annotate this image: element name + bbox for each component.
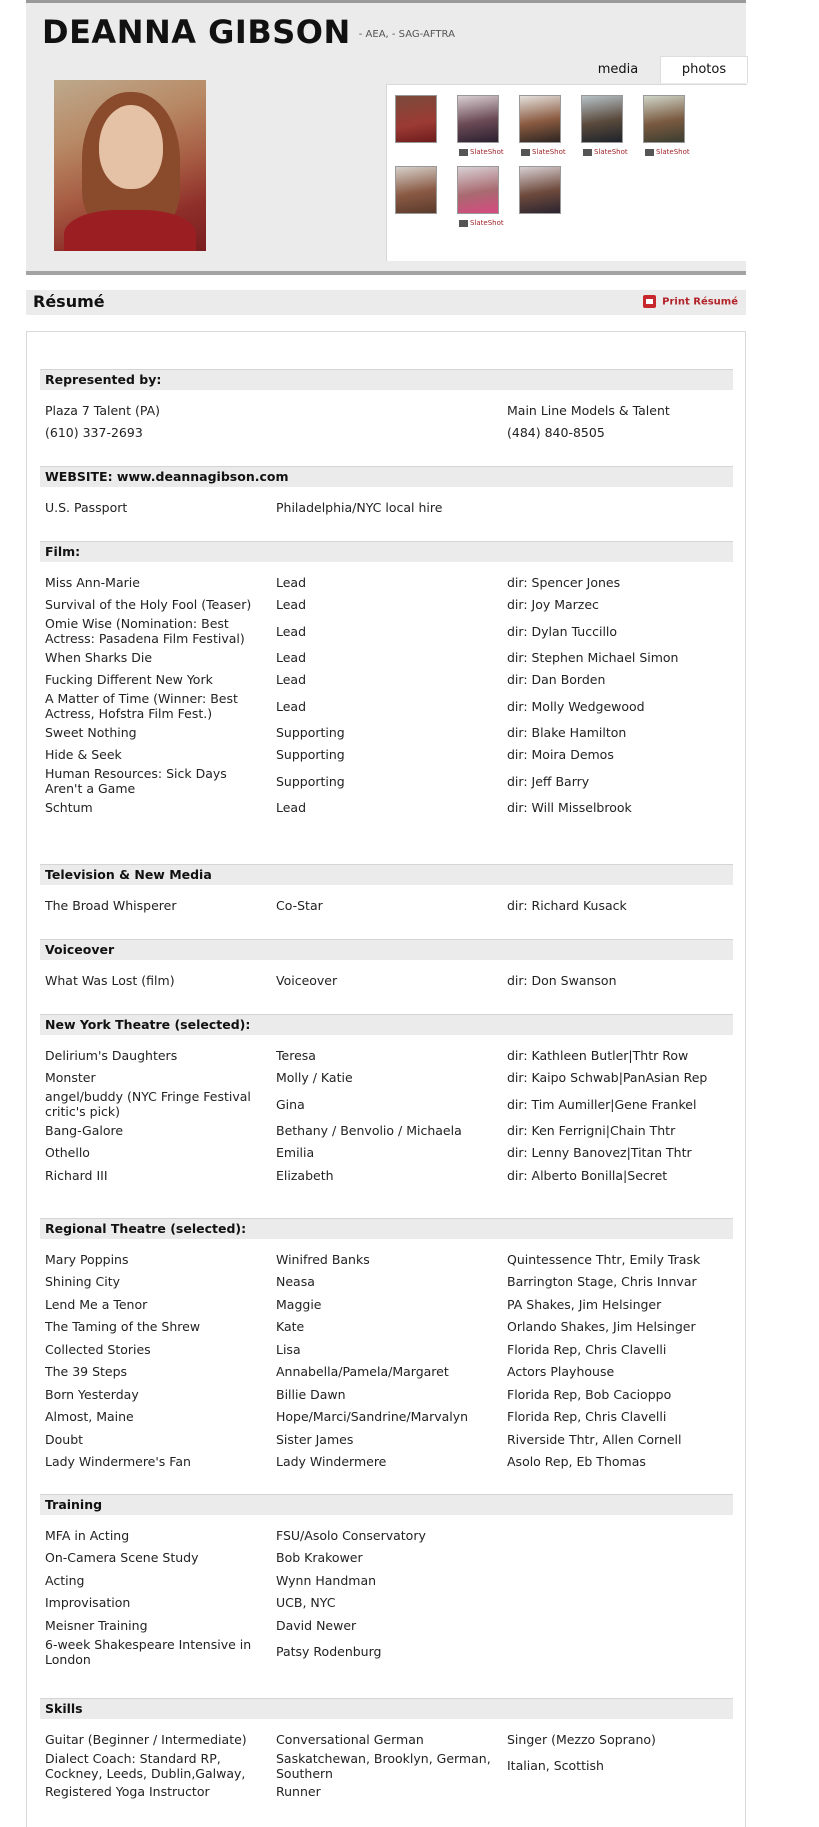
resume-entry-title: Delirium's Daughters — [45, 1047, 178, 1063]
clapboard-icon — [459, 220, 468, 227]
resume-entry-title: Lady Windermere's Fan — [45, 1454, 191, 1470]
resume-entry-title: Doubt — [45, 1431, 84, 1447]
resume-entry-role: Lady Windermere — [276, 1454, 387, 1470]
resume-entry-title: Schtum — [45, 799, 93, 815]
resume-entry-role: Bob Krakower — [276, 1550, 363, 1566]
resume-entry-role: Lead — [276, 597, 307, 613]
section-heading: Skills — [40, 1698, 733, 1719]
resume-entry-title: (610) 337-2693 — [45, 425, 143, 441]
resume-entry-detail: dir: Molly Wedgewood — [507, 698, 645, 714]
actor-name — [42, 13, 455, 51]
resume-entry-title: 6-week Shakespeare Intensive in London — [45, 1636, 252, 1667]
print-resume-button[interactable] — [643, 295, 738, 308]
resume-entry-role: Wynn Handman — [276, 1572, 377, 1588]
resume-entry-title: angel/buddy (NYC Fringe Festival critic's pick) — [45, 1089, 251, 1119]
clapboard-icon — [521, 149, 530, 156]
resume-entry-title: Plaza 7 Talent (PA) — [45, 402, 161, 418]
resume-entry-role: Lead — [276, 574, 307, 590]
resume-entry-detail: dir: Jeff Barry — [507, 773, 590, 789]
resume-entry-detail: Singer (Mezzo Soprano) — [507, 1731, 656, 1747]
resume-entry-role: Hope/Marci/Sandrine/Marvalyn — [276, 1409, 469, 1425]
resume-entry-role: Lead — [276, 649, 307, 665]
resume-entry-role: Philadelphia/NYC local hire — [276, 499, 443, 515]
resume-entry-detail: dir: Stephen Michael Simon — [507, 649, 679, 665]
resume-entry-title: Registered Yoga Instructor — [45, 1784, 210, 1800]
resume-entry-detail: Riverside Thtr, Allen Cornell — [507, 1431, 682, 1447]
printer-icon — [643, 295, 656, 308]
resume-entry-detail: Asolo Rep, Eb Thomas — [507, 1454, 646, 1470]
slateshot-link[interactable] — [459, 219, 504, 227]
photo-thumbnail[interactable] — [457, 166, 499, 214]
resume-entry-detail: dir: Ken Ferrigni|Chain Thtr — [507, 1122, 676, 1138]
resume-entry-role: Supporting — [276, 747, 345, 763]
resume-entry-title: MFA in Acting — [45, 1527, 130, 1543]
resume-entry-title: Lend Me a Tenor — [45, 1296, 148, 1312]
resume-entry-title: Fucking Different New York — [45, 672, 213, 688]
resume-entry-detail: dir: Alberto Bonilla|Secret — [507, 1167, 668, 1183]
resume-entry-detail: dir: Tim Aumiller|Gene Frankel — [507, 1096, 697, 1112]
photo-gallery — [386, 84, 747, 261]
section-heading: Regional Theatre (selected): — [40, 1218, 733, 1239]
section-heading: New York Theatre (selected): — [40, 1014, 733, 1035]
resume-entry-role: Bethany / Benvolio / Michaela — [276, 1122, 462, 1138]
resume-entry-role: Billie Dawn — [276, 1386, 346, 1402]
headshot-body-shape — [64, 210, 196, 251]
resume-entry-title: The Broad Whisperer — [45, 897, 177, 913]
resume-entry-role: Lead — [276, 623, 307, 639]
resume-entry-detail: dir: Kathleen Butler|Thtr Row — [507, 1047, 689, 1063]
resume-entry-title: When Sharks Die — [45, 649, 153, 665]
resume-entry-detail: dir: Lenny Banovez|Titan Thtr — [507, 1145, 692, 1161]
resume-entry-detail: dir: Joy Marzec — [507, 597, 599, 613]
resume-title: Résumé — [33, 292, 105, 311]
resume-entry-detail: Main Line Models & Talent — [507, 402, 670, 418]
resume-entry-detail: Florida Rep, Bob Cacioppo — [507, 1386, 672, 1402]
union-affiliations: - AEA, - SAG-AFTRA — [358, 28, 455, 40]
resume-entry-role: Neasa — [276, 1274, 315, 1290]
resume-entry-detail: PA Shakes, Jim Helsinger — [507, 1296, 662, 1312]
resume-entry-detail: Florida Rep, Chris Clavelli — [507, 1341, 667, 1357]
photo-thumbnail[interactable] — [581, 95, 623, 143]
resume-entry-role: David Newer — [276, 1617, 357, 1633]
resume-entry-role: Patsy Rodenburg — [276, 1644, 382, 1659]
slateshot-link[interactable] — [645, 148, 690, 156]
resume-entry-title: Sweet Nothing — [45, 724, 137, 740]
media-tabs — [360, 56, 746, 82]
resume-entry-detail: Actors Playhouse — [507, 1364, 615, 1380]
resume-entry-title: Shining City — [45, 1274, 121, 1290]
resume-entry-role: Co-Star — [276, 897, 323, 913]
section-heading: WEBSITE: www.deannagibson.com — [40, 466, 733, 487]
resume-entry-title: Bang-Galore — [45, 1122, 124, 1138]
resume-entry-title: The Taming of the Shrew — [45, 1319, 201, 1335]
slateshot-label: SlateShot — [470, 148, 504, 156]
resume-entry-role: Lead — [276, 799, 307, 815]
resume-entry-role: Kate — [276, 1319, 305, 1335]
resume-entry-detail: dir: Dylan Tuccillo — [507, 623, 618, 639]
resume-entry-detail: dir: Don Swanson — [507, 972, 617, 988]
resume-entry-role: Elizabeth — [276, 1167, 334, 1183]
resume-entry-role: Conversational German — [276, 1731, 424, 1747]
resume-entry-title: Meisner Training — [45, 1617, 148, 1633]
slateshot-link[interactable] — [583, 148, 628, 156]
resume-entry-title: The 39 Steps — [45, 1364, 128, 1380]
resume-entry-detail: dir: Moira Demos — [507, 747, 614, 763]
resume-entry-title: Dialect Coach: Standard RP, Cockney, Leeds, Dublin,Galway, — [45, 1750, 246, 1781]
resume-entry-detail: Italian, Scottish — [507, 1758, 604, 1773]
slateshot-label: SlateShot — [594, 148, 628, 156]
resume-entry-role: FSU/Asolo Conservatory — [276, 1527, 426, 1543]
resume-entry-title: Miss Ann-Marie — [45, 574, 140, 590]
photo-thumbnail[interactable] — [395, 166, 437, 214]
resume-entry-title: Mary Poppins — [45, 1251, 129, 1267]
resume-entry-role: Saskatchewan, Brooklyn, German, Southern — [276, 1750, 491, 1781]
section-heading: Represented by: — [40, 369, 733, 390]
section-heading: Television & New Media — [40, 864, 733, 885]
resume-entry-title: Survival of the Holy Fool (Teaser) — [45, 597, 252, 613]
photo-thumbnail[interactable] — [643, 95, 685, 143]
photo-thumbnail[interactable] — [519, 95, 561, 143]
resume-header-bar — [26, 290, 746, 315]
resume-entry-role: Maggie — [276, 1296, 322, 1312]
resume-entry-title: Improvisation — [45, 1595, 131, 1611]
clapboard-icon — [459, 149, 468, 156]
resume-entry-detail: Florida Rep, Chris Clavelli — [507, 1409, 667, 1425]
resume-entry-role: Voiceover — [276, 972, 338, 988]
resume-entry-title: A Matter of Time (Winner: Best Actress, Hofstra Film Fest.) — [45, 691, 238, 721]
section-heading: Film: — [40, 541, 733, 562]
resume-entry-title: Othello — [45, 1145, 90, 1161]
resume-entry-detail: Quintessence Thtr, Emily Trask — [507, 1251, 701, 1267]
print-resume-label: Print Résumé — [662, 296, 738, 308]
resume-entry-role: Supporting — [276, 773, 345, 789]
slateshot-label: SlateShot — [532, 148, 566, 156]
tab-media[interactable]: media — [597, 62, 639, 77]
resume-entry-detail: dir: Spencer Jones — [507, 574, 621, 590]
resume-entry-title: U.S. Passport — [45, 499, 128, 515]
headshot-face-shape — [99, 105, 163, 189]
resume-entry-title: Hide & Seek — [45, 747, 122, 763]
resume-entry-detail: dir: Kaipo Schwab|PanAsian Rep — [507, 1070, 708, 1086]
resume-entry-role: Lead — [276, 698, 307, 714]
resume-entry-role: Teresa — [276, 1047, 316, 1063]
resume-entry-role: Molly / Katie — [276, 1070, 353, 1086]
clapboard-icon — [645, 149, 654, 156]
resume-entry-role: Sister James — [276, 1431, 354, 1447]
resume-entry-title: Born Yesterday — [45, 1386, 139, 1402]
section-heading: Voiceover — [40, 939, 733, 960]
photo-thumbnail[interactable] — [395, 95, 437, 143]
photo-thumbnail[interactable] — [519, 166, 561, 214]
photo-thumbnail[interactable] — [457, 95, 499, 143]
headshot-photo[interactable] — [54, 80, 206, 251]
resume-entry-title: Monster — [45, 1070, 96, 1086]
resume-entry-detail: dir: Richard Kusack — [507, 897, 627, 913]
resume-entry-role: Supporting — [276, 724, 345, 740]
resume-entry-role: Gina — [276, 1096, 305, 1112]
slateshot-link[interactable] — [521, 148, 566, 156]
resume-entry-role: Runner — [276, 1784, 321, 1800]
resume-entry-title: Richard III — [45, 1167, 108, 1183]
resume-entry-title: Human Resources: Sick Days Aren't a Game — [45, 766, 227, 796]
resume-entry-detail: dir: Will Misselbrook — [507, 799, 632, 815]
resume-entry-title: Collected Stories — [45, 1341, 151, 1357]
resume-entry-title: Guitar (Beginner / Intermediate) — [45, 1731, 247, 1747]
resume-entry-title: Acting — [45, 1572, 85, 1588]
resume-entry-role: Annabella/Pamela/Margaret — [276, 1364, 449, 1380]
slateshot-label: SlateShot — [656, 148, 690, 156]
resume-entry-title: What Was Lost (film) — [45, 972, 175, 988]
resume-entry-detail: (484) 840-8505 — [507, 425, 605, 441]
resume-entry-role: Lisa — [276, 1341, 301, 1357]
resume-entry-detail: dir: Dan Borden — [507, 672, 606, 688]
resume-entry-detail: Orlando Shakes, Jim Helsinger — [507, 1319, 696, 1335]
resume-entry-detail: dir: Blake Hamilton — [507, 724, 627, 740]
resume-entry-role: Emilia — [276, 1145, 315, 1161]
section-heading: Training — [40, 1494, 733, 1515]
resume-entry-detail: Barrington Stage, Chris Innvar — [507, 1274, 697, 1290]
resume-entry-role: Lead — [276, 672, 307, 688]
slateshot-label: SlateShot — [470, 219, 504, 227]
clapboard-icon — [583, 149, 592, 156]
header-divider — [26, 271, 746, 275]
resume-entry-role: UCB, NYC — [276, 1595, 336, 1611]
resume-entry-title: Almost, Maine — [45, 1409, 134, 1425]
slateshot-link[interactable] — [459, 148, 504, 156]
resume-entry-title: Omie Wise (Nomination: Best Actress: Pasadena Film Festival) — [45, 616, 245, 646]
tab-photos[interactable]: photos — [660, 56, 748, 83]
resume-entry-title: On-Camera Scene Study — [45, 1550, 199, 1566]
resume-entry-role: Winifred Banks — [276, 1251, 370, 1267]
actor-name-text: DEANNA GIBSON — [42, 13, 351, 51]
